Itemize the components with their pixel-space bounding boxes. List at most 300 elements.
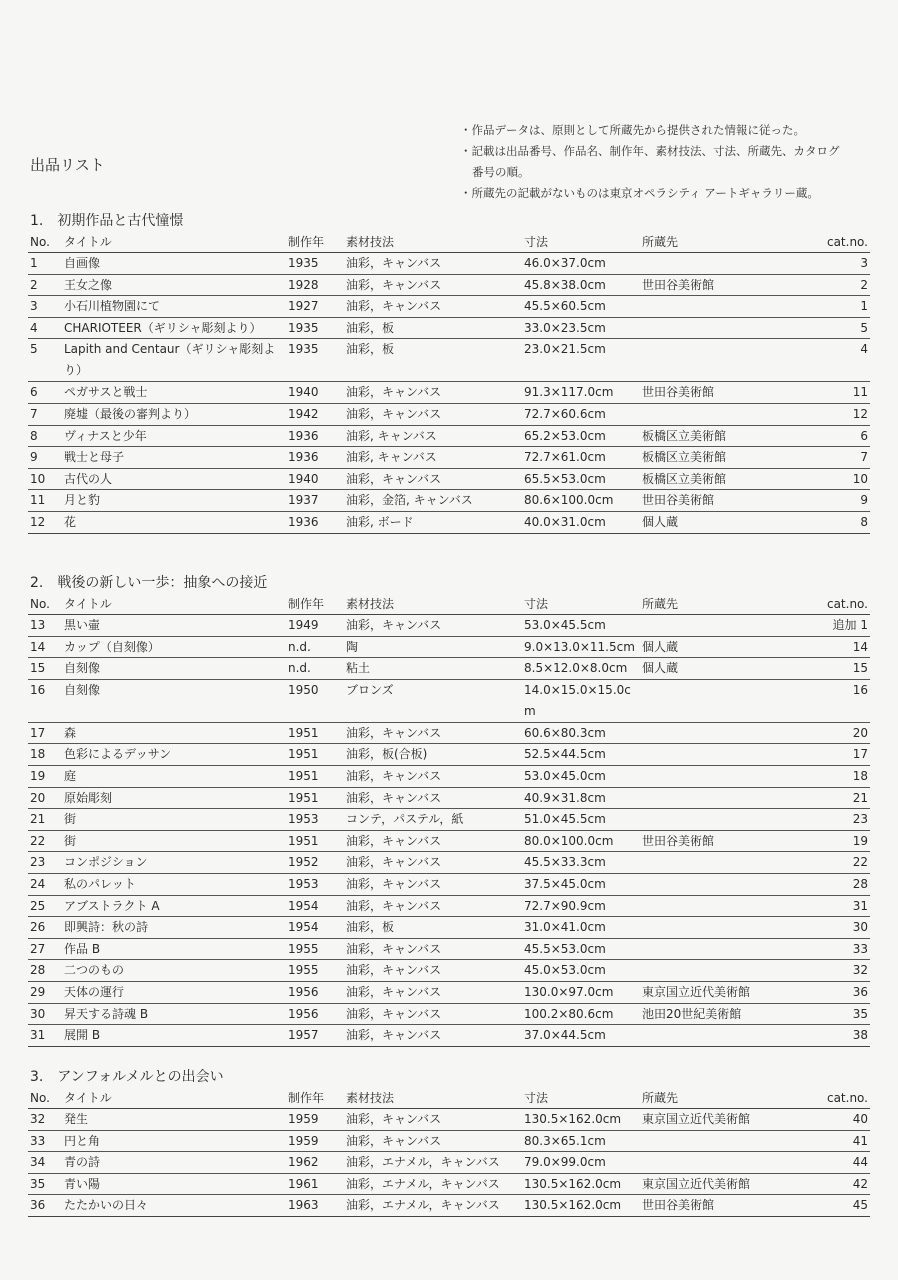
- cell-no: 12: [28, 511, 62, 533]
- table-row: [28, 895, 870, 917]
- cell-cat: 9: [788, 490, 870, 512]
- cell-no: 6: [28, 382, 62, 404]
- note-line: ・作品データは、原則として所蔵先から提供された情報に従った。: [460, 123, 805, 137]
- cell-medium: 油彩，キャンバス: [344, 296, 522, 318]
- cell-owner: [640, 873, 788, 895]
- cell-medium: 油彩，キャンバス: [344, 1109, 522, 1131]
- cell-title: 二つのもの: [62, 960, 286, 982]
- cell-no: 2: [28, 274, 62, 296]
- cell-owner: 板橋区立美術館: [640, 447, 788, 469]
- cell-year: 1927: [286, 296, 344, 318]
- cell-no: 10: [28, 468, 62, 490]
- cell-medium: 油彩，キャンバス: [344, 615, 522, 637]
- cell-year: 1935: [286, 317, 344, 339]
- cell-cat: 32: [788, 960, 870, 982]
- cell-owner: 板橋区立美術館: [640, 425, 788, 447]
- cell-year: n.d.: [286, 658, 344, 680]
- cell-cat: 16: [788, 679, 870, 722]
- cell-year: 1957: [286, 1025, 344, 1047]
- cell-title: 黒い壷: [62, 615, 286, 637]
- cell-owner: [640, 787, 788, 809]
- cell-no: 5: [28, 339, 62, 382]
- cell-cat: 20: [788, 722, 870, 744]
- cell-no: 27: [28, 938, 62, 960]
- cell-size: 31.0×41.0cm: [522, 917, 640, 939]
- cell-cat: 19: [788, 830, 870, 852]
- table-row: [28, 447, 870, 469]
- cell-size: 51.0×45.5cm: [522, 809, 640, 831]
- cell-year: 1962: [286, 1152, 344, 1174]
- cell-year: 1952: [286, 852, 344, 874]
- cell-size: 46.0×37.0cm: [522, 253, 640, 275]
- cell-title: 小石川植物園にて: [62, 296, 286, 318]
- cell-medium: 油彩，キャンバス: [344, 787, 522, 809]
- cell-cat: 38: [788, 1025, 870, 1047]
- cell-no: 17: [28, 722, 62, 744]
- cell-owner: [640, 744, 788, 766]
- column-header-cat: cat.no.: [788, 232, 870, 253]
- cell-cat: 33: [788, 938, 870, 960]
- cell-medium: 油彩，キャンバス: [344, 960, 522, 982]
- cell-year: 1935: [286, 253, 344, 275]
- cell-no: 29: [28, 981, 62, 1003]
- cell-medium: ブロンズ: [344, 679, 522, 722]
- cell-owner: [640, 1130, 788, 1152]
- cell-owner: 東京国立近代美術館: [640, 1109, 788, 1131]
- table-row: [28, 658, 870, 680]
- cell-year: 1951: [286, 744, 344, 766]
- table-row: [28, 722, 870, 744]
- cell-year: 1937: [286, 490, 344, 512]
- cell-medium: 陶: [344, 636, 522, 658]
- cell-title: 花: [62, 511, 286, 533]
- cell-owner: 個人蔵: [640, 511, 788, 533]
- table-row: [28, 403, 870, 425]
- cell-year: 1954: [286, 895, 344, 917]
- table-row: [28, 809, 870, 831]
- cell-title: コンポジション: [62, 852, 286, 874]
- cell-owner: [640, 317, 788, 339]
- cell-no: 16: [28, 679, 62, 722]
- cell-no: 31: [28, 1025, 62, 1047]
- cell-owner: 個人蔵: [640, 636, 788, 658]
- cell-year: 1956: [286, 981, 344, 1003]
- cell-cat: 10: [788, 468, 870, 490]
- cell-medium: 油彩，キャンバス: [344, 765, 522, 787]
- cell-title: 廃墟（最後の審判より）: [62, 403, 286, 425]
- table-row: [28, 615, 870, 637]
- cell-title: 作品 B: [62, 938, 286, 960]
- cell-cat: 28: [788, 873, 870, 895]
- cell-cat: 36: [788, 981, 870, 1003]
- cell-size: 40.0×31.0cm: [522, 511, 640, 533]
- cell-title: 色彩によるデッサン: [62, 744, 286, 766]
- cell-cat: 6: [788, 425, 870, 447]
- cell-title: ヴィナスと少年: [62, 425, 286, 447]
- cell-no: 18: [28, 744, 62, 766]
- cell-owner: [640, 615, 788, 637]
- cell-medium: 油彩，キャンバス: [344, 938, 522, 960]
- column-header-size: 寸法: [522, 594, 640, 615]
- works-table: [28, 1088, 870, 1217]
- cell-year: 1950: [286, 679, 344, 722]
- cell-title: アブストラクト A: [62, 895, 286, 917]
- column-header-owner: 所蔵先: [640, 1088, 788, 1109]
- cell-cat: 3: [788, 253, 870, 275]
- cell-title: 古代の人: [62, 468, 286, 490]
- table-row: [28, 938, 870, 960]
- cell-cat: 15: [788, 658, 870, 680]
- cell-owner: [640, 895, 788, 917]
- cell-size: 45.5×53.0cm: [522, 938, 640, 960]
- table-row: [28, 917, 870, 939]
- cell-medium: 油彩，エナメル，キャンバス: [344, 1152, 522, 1174]
- cell-size: 72.7×61.0cm: [522, 447, 640, 469]
- cell-no: 24: [28, 873, 62, 895]
- table-row: [28, 382, 870, 404]
- cell-title: 原始彫刻: [62, 787, 286, 809]
- cell-year: 1936: [286, 425, 344, 447]
- table-row: [28, 679, 870, 722]
- cell-no: 8: [28, 425, 62, 447]
- table-row: [28, 468, 870, 490]
- cell-title: 青い陽: [62, 1173, 286, 1195]
- cell-cat: 14: [788, 636, 870, 658]
- table-row: [28, 1025, 870, 1047]
- column-header-year: 制作年: [286, 594, 344, 615]
- table-row: [28, 296, 870, 318]
- note-line: ・所蔵先の記載がないものは東京オペラシティ アートギャラリー蔵。: [460, 186, 819, 200]
- cell-size: 14.0×15.0×15.0cm: [522, 679, 640, 722]
- cell-owner: [640, 1025, 788, 1047]
- column-header-cat: cat.no.: [788, 1088, 870, 1109]
- cell-no: 11: [28, 490, 62, 512]
- cell-no: 36: [28, 1195, 62, 1217]
- section-heading: 3. アンフォルメルとの出会い: [30, 1069, 224, 1085]
- cell-size: 79.0×99.0cm: [522, 1152, 640, 1174]
- cell-no: 19: [28, 765, 62, 787]
- table-row: [28, 1109, 870, 1131]
- cell-no: 28: [28, 960, 62, 982]
- cell-medium: 油彩，キャンバス: [344, 403, 522, 425]
- cell-year: n.d.: [286, 636, 344, 658]
- cell-title: 自刻像: [62, 658, 286, 680]
- cell-size: 60.6×80.3cm: [522, 722, 640, 744]
- cell-size: 130.0×97.0cm: [522, 981, 640, 1003]
- cell-no: 26: [28, 917, 62, 939]
- cell-owner: 世田谷美術館: [640, 830, 788, 852]
- table-row: [28, 636, 870, 658]
- cell-owner: 板橋区立美術館: [640, 468, 788, 490]
- cell-size: 45.5×60.5cm: [522, 296, 640, 318]
- cell-year: 1963: [286, 1195, 344, 1217]
- cell-size: 72.7×60.6cm: [522, 403, 640, 425]
- cell-title: 庭: [62, 765, 286, 787]
- cell-owner: [640, 765, 788, 787]
- cell-medium: 油彩，キャンバス: [344, 1130, 522, 1152]
- section-heading: 1. 初期作品と古代憧憬: [30, 213, 184, 229]
- cell-size: 130.5×162.0cm: [522, 1109, 640, 1131]
- cell-title: 展開 B: [62, 1025, 286, 1047]
- cell-no: 7: [28, 403, 62, 425]
- cell-size: 52.5×44.5cm: [522, 744, 640, 766]
- column-header-no: No.: [28, 594, 62, 615]
- cell-no: 23: [28, 852, 62, 874]
- cell-no: 9: [28, 447, 62, 469]
- column-header-no: No.: [28, 1088, 62, 1109]
- cell-cat: 45: [788, 1195, 870, 1217]
- cell-medium: 粘土: [344, 658, 522, 680]
- cell-no: 3: [28, 296, 62, 318]
- cell-title: 自刻像: [62, 679, 286, 722]
- notes: [460, 120, 880, 204]
- column-header-year: 制作年: [286, 1088, 344, 1109]
- cell-medium: 油彩，キャンバス: [344, 382, 522, 404]
- cell-no: 1: [28, 253, 62, 275]
- cell-medium: コンテ，パステル，紙: [344, 809, 522, 831]
- cell-owner: [640, 917, 788, 939]
- cell-owner: [640, 1152, 788, 1174]
- cell-no: 33: [28, 1130, 62, 1152]
- cell-title: 街: [62, 830, 286, 852]
- cell-cat: 17: [788, 744, 870, 766]
- cell-cat: 21: [788, 787, 870, 809]
- cell-cat: 35: [788, 1003, 870, 1025]
- cell-cat: 22: [788, 852, 870, 874]
- cell-no: 20: [28, 787, 62, 809]
- section-postwar-abstraction: [28, 572, 870, 1047]
- cell-title: Lapith and Centaur（ギリシャ彫刻より）: [62, 339, 286, 382]
- section-heading: 2. 戦後の新しい一歩：抽象への接近: [30, 575, 268, 591]
- cell-year: 1953: [286, 809, 344, 831]
- table-row: [28, 765, 870, 787]
- cell-year: 1935: [286, 339, 344, 382]
- page-title: 出品リスト: [30, 156, 105, 174]
- cell-owner: 世田谷美術館: [640, 382, 788, 404]
- cell-year: 1953: [286, 873, 344, 895]
- cell-cat: 23: [788, 809, 870, 831]
- table-header-row: [28, 594, 870, 615]
- column-header-medium: 素材技法: [344, 1088, 522, 1109]
- column-header-size: 寸法: [522, 1088, 640, 1109]
- cell-cat: 41: [788, 1130, 870, 1152]
- cell-size: 37.0×44.5cm: [522, 1025, 640, 1047]
- cell-size: 8.5×12.0×8.0cm: [522, 658, 640, 680]
- table-row: [28, 1130, 870, 1152]
- cell-owner: [640, 403, 788, 425]
- cell-cat: 44: [788, 1152, 870, 1174]
- cell-medium: 油彩，エナメル，キャンバス: [344, 1173, 522, 1195]
- cell-year: 1928: [286, 274, 344, 296]
- cell-medium: 油彩，キャンバス: [344, 1025, 522, 1047]
- cell-medium: 油彩，キャンバス: [344, 274, 522, 296]
- table-header-row: [28, 1088, 870, 1109]
- cell-owner: 東京国立近代美術館: [640, 1173, 788, 1195]
- cell-size: 130.5×162.0cm: [522, 1173, 640, 1195]
- cell-owner: [640, 339, 788, 382]
- note-line: 番号の順。: [472, 165, 530, 179]
- table-row: [28, 1003, 870, 1025]
- cell-owner: 東京国立近代美術館: [640, 981, 788, 1003]
- cell-owner: [640, 852, 788, 874]
- cell-year: 1955: [286, 960, 344, 982]
- cell-owner: 池田20世紀美術館: [640, 1003, 788, 1025]
- column-header-owner: 所蔵先: [640, 232, 788, 253]
- column-header-size: 寸法: [522, 232, 640, 253]
- cell-owner: [640, 938, 788, 960]
- table-row: [28, 253, 870, 275]
- cell-medium: 油彩，板: [344, 317, 522, 339]
- cell-cat: 5: [788, 317, 870, 339]
- table-row: [28, 425, 870, 447]
- cell-medium: 油彩，キャンバス: [344, 253, 522, 275]
- section-informel: [28, 1066, 870, 1217]
- cell-owner: [640, 960, 788, 982]
- cell-cat: 8: [788, 511, 870, 533]
- table-row: [28, 1152, 870, 1174]
- cell-year: 1951: [286, 765, 344, 787]
- cell-size: 53.0×45.0cm: [522, 765, 640, 787]
- cell-medium: 油彩, キャンバス: [344, 425, 522, 447]
- cell-size: 45.8×38.0cm: [522, 274, 640, 296]
- cell-medium: 油彩，キャンバス: [344, 722, 522, 744]
- cell-size: 9.0×13.0×11.5cm: [522, 636, 640, 658]
- cell-cat: 1: [788, 296, 870, 318]
- table-header-row: [28, 232, 870, 253]
- cell-title: たたかいの日々: [62, 1195, 286, 1217]
- cell-title: 森: [62, 722, 286, 744]
- cell-title: カップ（自刻像）: [62, 636, 286, 658]
- cell-title: CHARIOTEER（ギリシャ彫刻より）: [62, 317, 286, 339]
- cell-year: 1936: [286, 447, 344, 469]
- cell-cat: 11: [788, 382, 870, 404]
- cell-cat: 18: [788, 765, 870, 787]
- table-row: [28, 1173, 870, 1195]
- cell-size: 40.9×31.8cm: [522, 787, 640, 809]
- note-line: ・記載は出品番号、作品名、制作年、素材技法、寸法、所蔵先、カタログ: [460, 144, 840, 158]
- cell-medium: 油彩, ボード: [344, 511, 522, 533]
- cell-year: 1951: [286, 722, 344, 744]
- table-row: [28, 274, 870, 296]
- column-header-title: タイトル: [62, 232, 286, 253]
- cell-title: 昇天する詩魂 B: [62, 1003, 286, 1025]
- cell-title: 青の詩: [62, 1152, 286, 1174]
- cell-year: 1936: [286, 511, 344, 533]
- cell-year: 1961: [286, 1173, 344, 1195]
- table-row: [28, 490, 870, 512]
- cell-owner: [640, 679, 788, 722]
- cell-size: 100.2×80.6cm: [522, 1003, 640, 1025]
- cell-cat: 追加 1: [788, 615, 870, 637]
- cell-title: 街: [62, 809, 286, 831]
- cell-cat: 2: [788, 274, 870, 296]
- cell-no: 35: [28, 1173, 62, 1195]
- column-header-title: タイトル: [62, 594, 286, 615]
- cell-cat: 40: [788, 1109, 870, 1131]
- column-header-title: タイトル: [62, 1088, 286, 1109]
- cell-medium: 油彩，キャンバス: [344, 852, 522, 874]
- cell-owner: [640, 809, 788, 831]
- cell-title: 私のパレット: [62, 873, 286, 895]
- cell-owner: [640, 253, 788, 275]
- cell-size: 80.0×100.0cm: [522, 830, 640, 852]
- cell-owner: 世田谷美術館: [640, 490, 788, 512]
- cell-medium: 油彩，エナメル，キャンバス: [344, 1195, 522, 1217]
- cell-title: ペガサスと戦士: [62, 382, 286, 404]
- cell-medium: 油彩，キャンバス: [344, 830, 522, 852]
- table-row: [28, 873, 870, 895]
- table-row: [28, 744, 870, 766]
- works-table: [28, 594, 870, 1047]
- cell-size: 91.3×117.0cm: [522, 382, 640, 404]
- cell-year: 1959: [286, 1109, 344, 1131]
- cell-year: 1951: [286, 830, 344, 852]
- cell-medium: 油彩，金箔, キャンバス: [344, 490, 522, 512]
- cell-title: 発生: [62, 1109, 286, 1131]
- column-header-no: No.: [28, 232, 62, 253]
- column-header-medium: 素材技法: [344, 594, 522, 615]
- cell-medium: 油彩, キャンバス: [344, 447, 522, 469]
- cell-size: 23.0×21.5cm: [522, 339, 640, 382]
- cell-medium: 油彩，キャンバス: [344, 1003, 522, 1025]
- section-early-works: [28, 210, 870, 534]
- cell-no: 15: [28, 658, 62, 680]
- table-row: [28, 511, 870, 533]
- cell-no: 25: [28, 895, 62, 917]
- cell-size: 45.0×53.0cm: [522, 960, 640, 982]
- cell-size: 65.5×53.0cm: [522, 468, 640, 490]
- cell-medium: 油彩，キャンバス: [344, 873, 522, 895]
- cell-cat: 42: [788, 1173, 870, 1195]
- cell-medium: 油彩，キャンバス: [344, 895, 522, 917]
- table-row: [28, 852, 870, 874]
- table-row: [28, 339, 870, 382]
- cell-year: 1951: [286, 787, 344, 809]
- cell-no: 22: [28, 830, 62, 852]
- cell-medium: 油彩，板(合板): [344, 744, 522, 766]
- cell-medium: 油彩，板: [344, 917, 522, 939]
- cell-no: 14: [28, 636, 62, 658]
- table-row: [28, 317, 870, 339]
- column-header-cat: cat.no.: [788, 594, 870, 615]
- cell-no: 4: [28, 317, 62, 339]
- cell-no: 21: [28, 809, 62, 831]
- cell-year: 1959: [286, 1130, 344, 1152]
- table-row: [28, 981, 870, 1003]
- column-header-medium: 素材技法: [344, 232, 522, 253]
- cell-title: 王女之像: [62, 274, 286, 296]
- table-row: [28, 787, 870, 809]
- cell-size: 53.0×45.5cm: [522, 615, 640, 637]
- cell-title: 自画像: [62, 253, 286, 275]
- cell-year: 1940: [286, 468, 344, 490]
- cell-no: 34: [28, 1152, 62, 1174]
- table-row: [28, 830, 870, 852]
- cell-medium: 油彩，キャンバス: [344, 468, 522, 490]
- cell-cat: 30: [788, 917, 870, 939]
- cell-owner: [640, 296, 788, 318]
- works-table: [28, 232, 870, 534]
- cell-owner: 世田谷美術館: [640, 274, 788, 296]
- column-header-owner: 所蔵先: [640, 594, 788, 615]
- cell-no: 13: [28, 615, 62, 637]
- cell-medium: 油彩，板: [344, 339, 522, 382]
- cell-size: 37.5×45.0cm: [522, 873, 640, 895]
- cell-owner: [640, 722, 788, 744]
- cell-cat: 4: [788, 339, 870, 382]
- cell-size: 130.5×162.0cm: [522, 1195, 640, 1217]
- cell-no: 32: [28, 1109, 62, 1131]
